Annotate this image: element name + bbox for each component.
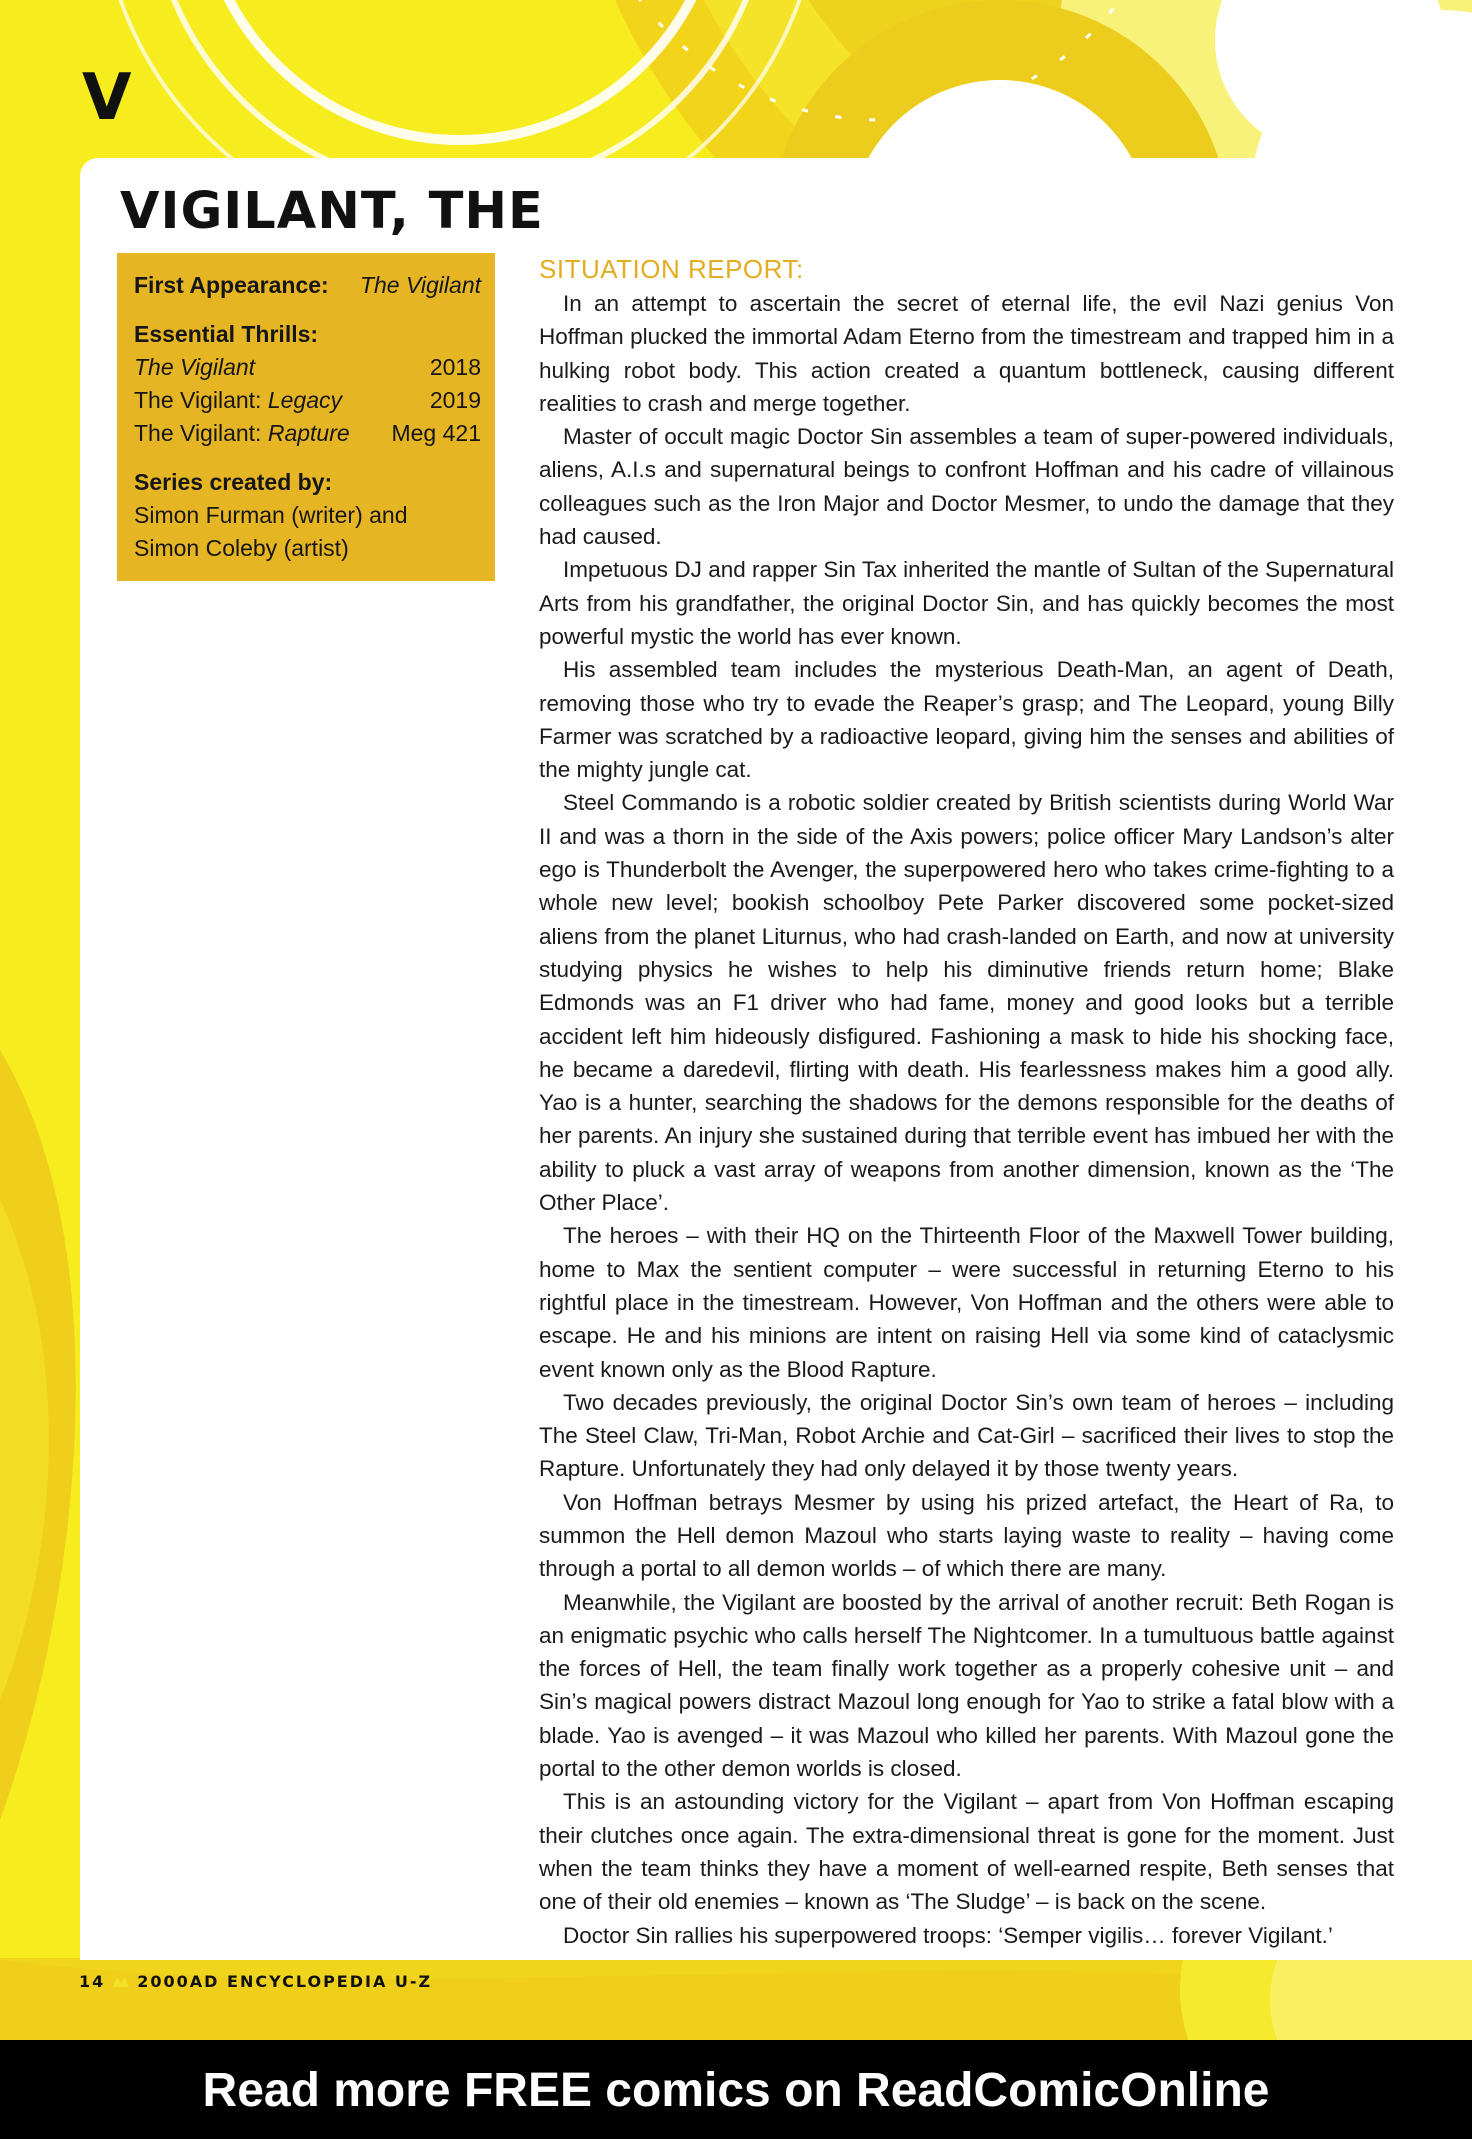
paragraph: Two decades previously, the original Doctor Sin’s own team of heroes – including The Steel Claw, Tri-Man, Robot Archie and Cat-Girl – sacrificed their lives to stop the Rapture. Unfortunately they had only delayed it by those twenty years.: [539, 1389, 1394, 1482]
paragraph: This is an astounding victory for the Vigilant – apart from Von Hoffman escaping their clutches once again. The extra-dimensional threat is gone for the moment. Just when the team thinks they have a moment of well-earned respite, Beth senses that one of their old enemies – known as ‘The Sludge’ – is back on the scene.: [539, 1789, 1394, 1915]
paragraph: Von Hoffman betrays Mesmer by using his prized artefact, the Heart of Ra, to summon the Hell demon Mazoul who starts laying waste to reality – having come through a portal to all demon worlds – of which there are many.: [539, 1489, 1394, 1582]
thrill-title: Rapture: [267, 420, 350, 446]
paragraph: Meanwhile, the Vigilant are boosted by the arrival of another recruit: Beth Rogan is an enigmatic psychic who calls herself The Nightcomer. In a tumultuous battle against the forces of Hell, the team finally work together as a properly cohesive unit – and Sin’s magical powers distract Mazoul long enough for Yao to strike a fatal blow with a blade. Yao is avenged – it was Mazoul who killed her parents. With Mazoul gone the portal to the other demon worlds is closed.: [539, 1589, 1394, 1782]
paragraph: His assembled team includes the mysterious Death-Man, an agent of Death, removing those who try to evade the Reaper’s grasp; and The Leopard, young Billy Farmer was scratched by a radioactive leopard, giving him the senses and abilities of the mighty jungle cat.: [539, 657, 1394, 783]
paragraph: The heroes – with their HQ on the Thirteenth Floor of the Maxwell Tower building, home to Max the sentient computer – were successful in returning Eterno to his rightful place in the timestream. However, Von Hoffman and the others were able to escape. He and his minions are intent on raising Hell via some kind of cataclysmic event known only as the Blood Rapture.: [539, 1223, 1394, 1382]
section-letter: V: [82, 61, 132, 135]
thrill-row: [134, 351, 481, 384]
paragraph: In an attempt to ascertain the secret of eternal life, the evil Nazi genius Von Hoffman plucked the immortal Adam Eterno from the timestream and trapped him in a hulking robot body. This action created a quantum bottleneck, causing different realities to crash and merge together.: [539, 291, 1394, 416]
paragraph: Doctor Sin rallies his superpowered troops: ‘Semper vigilis… forever Vigilant.’: [563, 1922, 1333, 1948]
situation-report-heading: SITUATION REPORT:: [539, 254, 804, 284]
thrill-date: 2018: [429, 354, 481, 380]
thrill-row: The Vigilant: Legacy 2019: [134, 384, 481, 417]
article-body: [539, 287, 1394, 1952]
2000ad-logo-icon: [113, 1977, 129, 1987]
creator-line: Simon Coleby (artist): [134, 535, 349, 561]
entry-title: VIGILANT, THE: [120, 182, 544, 241]
first-appearance-value: The Vigilant: [359, 272, 481, 298]
paragraph: Master of occult magic Doctor Sin assembles a team of super-powered individuals, aliens, A.I.s and supernatural beings to confront Hoffman and his cadre of villainous colleagues such as the Iron Major and Doctor Mesmer, to undo the damage that they had caused.: [539, 424, 1394, 550]
book-title: 2000AD ENCYCLOPEDIA U-Z: [137, 1972, 433, 1991]
thrill-title: Legacy: [267, 387, 342, 413]
paragraph: Impetuous DJ and rapper Sin Tax inherited the mantle of Sultan of the Supernatural Arts from his grandfather, the original Doctor Sin, and has quickly becomes the most powerful mystic the world has ever known.: [539, 557, 1394, 649]
thrill-date: Meg 421: [391, 420, 481, 446]
info-box: [117, 253, 495, 581]
thrill-date: 2019: [429, 387, 481, 413]
article: [539, 252, 1394, 1952]
paragraph: Steel Commando is a robotic soldier created by British scientists during World War II and was a thorn in the side of the Axis powers; police officer Mary Landson’s alter ego is Thunderbolt the Avenger, the superpowered hero who takes crime-fighting to a whole new level; bookish schoolboy Pete Parker discovered some pocket-sized aliens from the planet Liturnus, who had crash-landed on Earth, and now at university studying physics he wishes to help his diminutive friends return home; Blake Edmonds was an F1 driver who had fame, money and good looks but a terrible accident left him hideously disfigured. Fashioning a mask to hide his shocking face, he became a daredevil, flirting with death. His fearlessness makes him a good ally. Yao is a hunter, searching the shadows for the demons responsible for the deaths of her parents. An injury she sustained during that terrible event has imbued her with the ability to pluck a vast array of weapons from another dimension, known as the ‘The Other Place’.: [539, 790, 1394, 1216]
series-created-label: Series created by:: [134, 469, 333, 495]
promo-banner-text[interactable]: Read more FREE comics on ReadComicOnline: [202, 2064, 1270, 2117]
thrill-row: The Vigilant: Rapture Meg 421: [134, 417, 481, 450]
thrill-title: The Vigilant: [134, 354, 256, 380]
page-number: 14: [79, 1972, 106, 1991]
first-appearance-label: First Appearance:: [134, 272, 329, 298]
page-footer: [79, 1972, 432, 1991]
creator-line: Simon Furman (writer) and: [134, 502, 408, 528]
essential-thrills-label: Essential Thrills:: [134, 321, 319, 347]
